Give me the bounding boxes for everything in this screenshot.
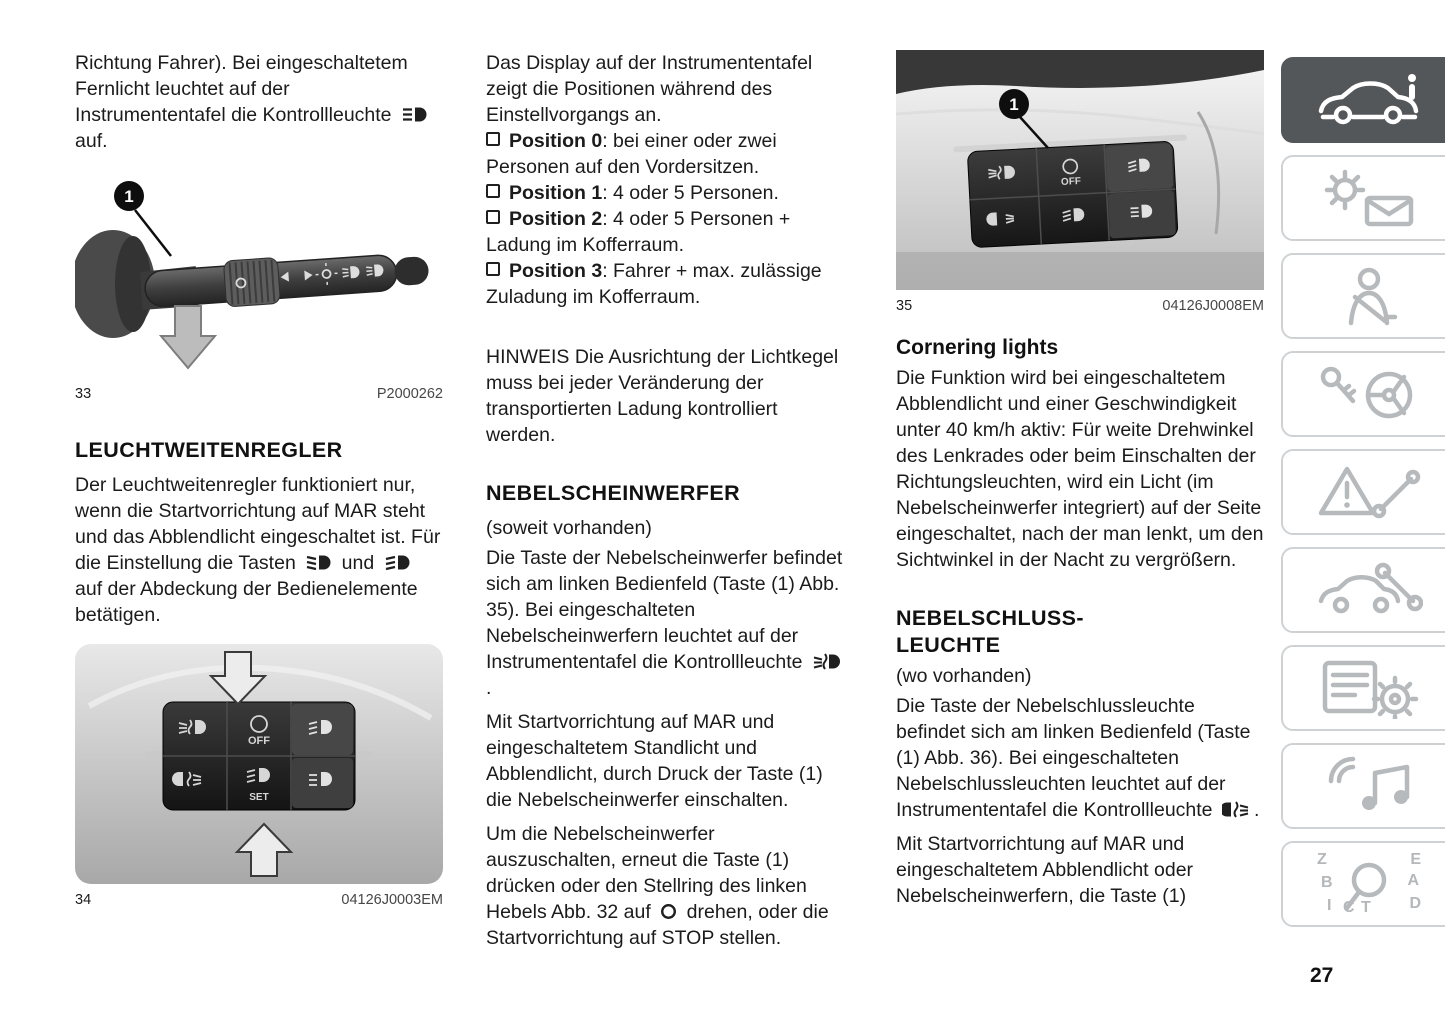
spec-sheet-gear-icon [1317,657,1421,719]
index-letter: A [1407,872,1419,889]
text: auf. [75,130,108,152]
warning-light-message-icon [1317,168,1421,228]
index-letter: E [1410,851,1421,868]
paragraph-hinweis: HINWEIS Die Ausrichtung der Lichtkegel muss bei jeder Veränderung der transportierten Ladung kontrolliert werden. [486,346,839,446]
bullet-square-icon [486,262,500,276]
text: : 4 oder 5 Personen + Ladung im Kofferraum. [486,208,791,256]
index-letter: I [1327,897,1332,914]
position-label: Position 3 [509,260,603,282]
index-letter: C [1343,899,1355,916]
text: Der Leuchtweitenregler funktioniert nur, wenn die Startvorrichtung auf MAR steht und das Abblendlicht eingeschaltet ist. Für die Einstellung die Tasten [75,474,441,574]
sidebar-tab-emergency[interactable] [1281,449,1445,535]
key-steering-wheel-icon [1315,363,1423,425]
text: . [1253,799,1260,821]
light-switch-panel [953,134,1192,248]
text: auf der Abdeckung der Bedienelemente betätigen. [75,578,418,626]
figure-number: 35 [896,298,913,314]
index-letter: D [1409,895,1421,912]
list-item [486,258,848,310]
column-right [896,50,1264,909]
page-number: 27 [1310,964,1334,987]
svg-text:OFF: OFF [1060,175,1082,188]
index-letter: T [1361,899,1371,916]
figure-33-caption [75,385,443,403]
sidebar-tab-multimedia[interactable] [1281,743,1445,829]
text: Um die Nebelscheinwerfer auszuschalten, erneut die Taste (1) drücken oder den Stellring des linken Hebels Abb. 32 auf [486,823,807,923]
text: : Fahrer + max. zulässige Zuladung im Kofferraum. [486,260,822,308]
headlight-leveling-icon [305,554,332,571]
car-info-icon [1313,69,1425,131]
list-item [486,180,848,206]
text: und [341,552,375,574]
callout-1-label: 1 [124,187,134,206]
set-button-label: SET [249,792,269,803]
column-middle [486,50,848,951]
position-label: Position 0 [509,130,603,152]
sidebar-tab-warning-lights-and-messages[interactable] [1281,155,1445,241]
heading-nebelschlussleuchte [896,605,1264,659]
figure-code: 04126J0008EM [1162,298,1264,314]
low-beam-icon [384,554,411,571]
paragraph-fog-off [486,821,848,951]
figure-code: 04126J0003EM [341,892,443,908]
subnote: (wo vorhanden) [896,665,1032,687]
paragraph-fog-on: Mit Startvorrichtung auf MAR und eingeschaltetem Standlicht und Abblendlicht, durch Druck der Taste (1) die Nebelscheinwerfer einschalten. [486,711,823,811]
index-letter: Z [1317,851,1327,868]
sidebar-tab-vehicle-overview[interactable] [1281,57,1445,143]
figure-34-caption [75,891,443,909]
bullet-square-icon [486,132,500,146]
callout-1-label: 1 [1009,95,1019,114]
column-left [75,50,443,909]
figure-34 [75,644,443,909]
paragraph-rearfog-button [896,693,1264,823]
heading-cornering-lights: Cornering lights [896,336,1059,359]
index-letters-magnifier-icon [1317,852,1421,916]
position-label: Position 1 [509,182,603,204]
sidebar-tab-servicing-and-maintenance[interactable] [1281,547,1445,633]
position-list [486,128,848,310]
paragraph-leveling [75,472,443,628]
car-wrench-icon [1315,559,1423,621]
position-label: Position 2 [509,208,603,230]
sidebar-tab-technical-data[interactable] [1281,645,1445,731]
paragraph-display: Das Display auf der Instrumententafel zeigt die Positionen während des Einstellvorgangs an. [486,52,813,126]
list-item [486,206,848,258]
figure-33-image [75,168,443,378]
figure-33 [75,168,443,403]
paragraph-fog-button [486,545,848,701]
paragraph-high-beam [75,50,443,154]
bullet-square-icon [486,184,500,198]
text: . [486,677,492,699]
sidebar-tab-starting-and-driving[interactable] [1281,351,1445,437]
heading-line: LEUCHTE [896,633,1001,657]
heading-leuchtweitenregler: LEUCHTWEITENREGLER [75,438,343,462]
text: Richtung Fahrer). Bei eingeschaltetem Fernlicht leuchtet auf der Instrumententafel die Kontrollleuchte [75,52,408,126]
text: drehen, oder die Startvorrichtung auf STOP stellen. [486,901,829,949]
ring-position-icon [660,903,677,920]
rear-fog-light-icon [1222,801,1250,818]
off-button-label: OFF [248,735,270,747]
figure-number: 34 [75,892,92,908]
figure-code: P2000262 [376,386,443,402]
figure-35 [896,50,1264,315]
heading-nebelscheinwerfer: NEBELSCHEINWERFER [486,481,741,505]
multimedia-note-icon [1317,755,1421,817]
sidebar-tab-alphabetical-index[interactable] [1281,841,1445,927]
sidebar-tab-safety[interactable] [1281,253,1445,339]
index-letter: B [1321,874,1333,891]
figure-34-image [75,644,443,884]
text: Die Taste der Nebelscheinwerfer befindet sich am linken Bedienfeld (Taste (1) Abb. 35). Bei eingeschalteten Nebelscheinwerfern leuchtet auf der Instrumententafel die Kontrollleuchte [486,547,843,673]
high-beam-indicator-icon [401,106,428,123]
seatbelt-person-icon [1317,265,1421,327]
paragraph-rearfog-on: Mit Startvorrichtung auf MAR und eingeschaltetem Abblendlicht oder Nebelscheinwerfern, die Taste (1) [896,833,1194,907]
text: : bei einer oder zwei Personen auf den Vordersitzen. [486,130,777,178]
paragraph-cornering: Die Funktion wird bei eingeschaltetem Abblendlicht und einer Geschwindigkeit unter 40 km/h aktiv: Für weite Drehwinkel des Lenkrades oder beim Einschalten der Richtungsleuchten, wird ein Licht (im Nebelscheinwerfer integriert) auf der Seite eingeschaltet, nach der man lenkt, um den Sichtwinkel in der Nacht zu vergrößern. [896,367,1264,571]
text: : 4 oder 5 Personen. [602,182,779,204]
figure-number: 33 [75,386,92,402]
front-fog-light-icon [812,653,840,670]
list-item [486,128,848,180]
figure-35-caption [896,297,1264,315]
warning-triangle-icon [1315,461,1423,523]
subnote: (soweit vorhanden) [486,517,652,539]
bullet-square-icon [486,210,500,224]
figure-35-image [896,50,1264,290]
text: Die Taste der Nebelschlussleuchte befindet sich am linken Bedienfeld (Taste (1) Abb. 36). Bei eingeschalteten Nebelschlussleuchten leuchtet auf der Instrumententafel die Kontrollleuchte [896,695,1251,821]
heading-line: NEBELSCHLUSS- [896,606,1084,630]
